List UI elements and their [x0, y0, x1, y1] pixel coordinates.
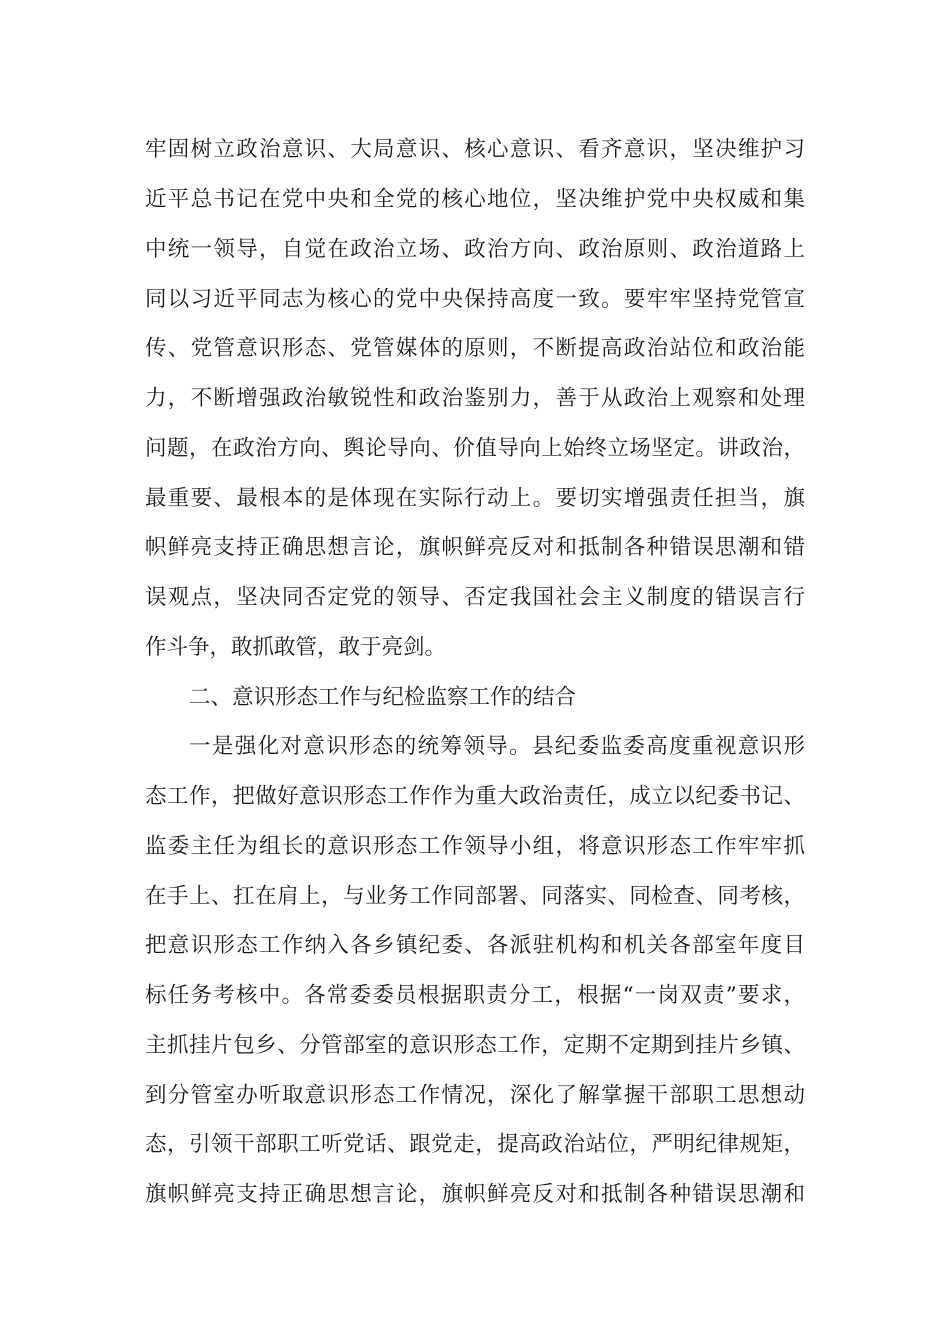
section-heading: 二、意识形态工作与纪检监察工作的结合	[189, 685, 577, 710]
text-line: 传、党管意识形态、党管媒体的原则，不断提高政治站位和政治能	[145, 336, 805, 361]
text-line: 在手上、扛在肩上，与业务工作同部署、同落实、同检查、同考核，	[145, 884, 805, 909]
text-line: 作斗争，敢抓敢管，敢于亮剑。	[145, 635, 447, 660]
text-line: 态，引领干部职工听党话、跟党走，提高政治站位，严明纪律规矩，	[145, 1132, 805, 1157]
text-line: 一是强化对意识形态的统筹领导。县纪委监委高度重视意识形	[189, 734, 805, 759]
text-line: 帜鲜亮支持正确思想言论，旗帜鲜亮反对和抵制各种错误思潮和错	[145, 535, 805, 560]
text-line: 监委主任为组长的意识形态工作领导小组，将意识形态工作牢牢抓	[145, 834, 805, 859]
text-line: 旗帜鲜亮支持正确思想言论，旗帜鲜亮反对和抵制各种错误思潮和	[145, 1182, 805, 1207]
text-line: 近平总书记在党中央和全党的核心地位，坚决维护党中央权威和集	[145, 187, 805, 212]
text-line: 态工作，把做好意识形态工作作为重大政治责任，成立以纪委书记、	[145, 784, 805, 809]
text-line: 同以习近平同志为核心的党中央保持高度一致。要牢牢坚持党管宣	[145, 287, 805, 312]
text-line: 牢固树立政治意识、大局意识、核心意识、看齐意识，坚决维护习	[145, 137, 805, 162]
text-line: 到分管室办听取意识形态工作情况，深化了解掌握干部职工思想动	[145, 1083, 805, 1108]
text-line: 中统一领导，自觉在政治立场、政治方向、政治原则、政治道路上	[145, 237, 805, 262]
text-line: 把意识形态工作纳入各乡镇纪委、各派驻机构和机关各部室年度目	[145, 933, 805, 958]
text-line: 标任务考核中。各常委委员根据职责分工，根据“一岗双责”要求，	[145, 983, 805, 1008]
text-line: 主抓挂片包乡、分管部室的意识形态工作，定期不定期到挂片乡镇、	[145, 1033, 805, 1058]
text-line: 力，不断增强政治敏锐性和政治鉴别力，善于从政治上观察和处理	[145, 386, 805, 411]
text-line: 最重要、最根本的是体现在实际行动上。要切实增强责任担当，旗	[145, 486, 805, 511]
text-line: 误观点，坚决同否定党的领导、否定我国社会主义制度的错误言行	[145, 585, 805, 610]
text-line: 问题，在政治方向、舆论导向、价值导向上始终立场坚定。讲政治，	[145, 436, 805, 461]
